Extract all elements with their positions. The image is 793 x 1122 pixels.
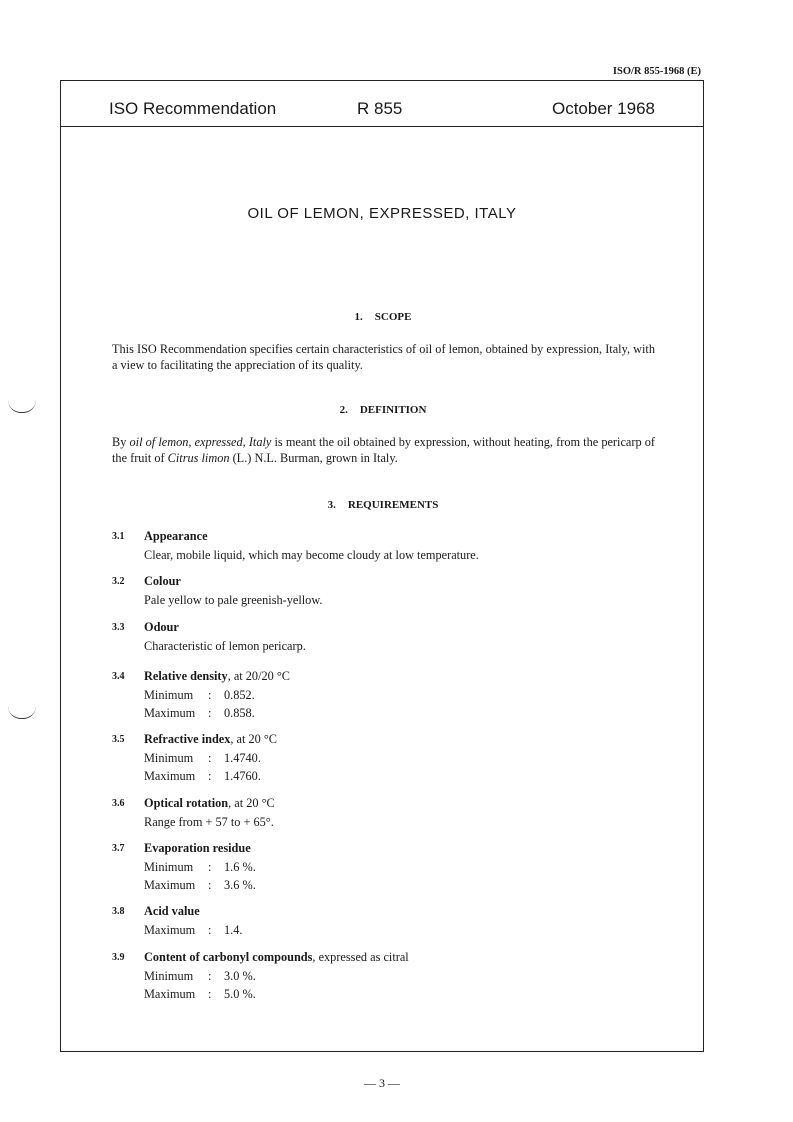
requirement-text: Clear, mobile liquid, which may become cloudy at low temperature. [144,547,479,562]
requirement-item [112,572,672,609]
requirement-title: Evaporation residue [144,841,251,855]
limit-row [144,858,672,877]
requirement-item [112,730,672,786]
limit-label: Maximum [144,769,196,783]
limit-value: 1.4760. [224,769,261,783]
requirement-number: 3.7 [112,843,125,854]
requirement-number: 3.4 [112,671,125,682]
limit-value: 0.852. [224,687,255,702]
requirement-number: 3.3 [112,622,125,633]
frame-header [61,81,703,127]
document-title: OIL OF LEMON, EXPRESSED, ITALY [247,205,517,222]
limit-label: Maximum [144,922,196,937]
requirement-number: 3.1 [112,531,125,542]
section-heading-requirements [0,499,766,511]
limit-separator: : [208,769,212,783]
limit-label: Minimum [144,968,194,983]
requirement-item [112,948,672,1004]
requirement-item [112,902,672,939]
requirement-item [112,794,672,831]
limit-label: Minimum [144,750,194,765]
limit-value: 1.6 %. [224,859,256,874]
limit-row [144,985,672,1004]
margin-mark [8,706,36,719]
requirement-title: Odour [144,620,179,634]
limit-separator: : [208,750,212,765]
requirement-item [112,527,672,564]
limit-separator: : [208,987,212,1001]
requirement-text: Range from + 57 to + 65°. [144,814,274,829]
requirement-text: Pale yellow to pale greenish-yellow. [144,592,323,607]
limit-value: 1.4. [224,922,243,937]
defined-term: oil of lemon, expressed, Italy [129,435,272,449]
header-date: October 1968 [551,99,655,118]
requirement-title: Colour [144,574,181,588]
limit-label: Maximum [144,706,196,720]
definition-text: By [112,435,130,449]
limit-separator: : [208,968,212,983]
requirement-number: 3.2 [112,576,125,587]
limit-row [144,876,672,895]
species-name: Citrus limon [167,451,230,465]
section-label: DEFINITION [359,404,427,416]
limit-value: 0.858. [224,706,255,720]
section-label: SCOPE [374,311,412,323]
limit-row [144,686,672,705]
requirement-condition: , at 20/20 °C [227,669,290,683]
limit-separator: : [208,687,212,702]
limit-row [144,749,672,768]
limit-row [144,767,672,786]
requirement-title: Content of carbonyl compounds [144,950,313,964]
requirement-text: Characteristic of lemon pericarp. [144,638,306,653]
page-number: — 3 — [364,1076,400,1090]
limit-value: 3.0 %. [224,968,256,983]
limit-value: 1.4740. [224,750,261,765]
scope-paragraph: This ISO Recommendation specifies certain characteristics of oil of lemon, obtained by expression, Italy, with a view to facilitating the appreciation of its quality. [112,342,655,372]
requirement-title: Optical rotation [144,796,229,810]
limit-label: Maximum [144,987,196,1001]
requirement-number: 3.8 [112,906,125,917]
requirement-number: 3.5 [112,734,125,745]
requirement-title: Relative density [144,669,228,683]
requirement-item [112,667,672,723]
definition-text: is meant the oil obtained by expression, without heating, from the pericarp of the fruit of [112,435,655,465]
requirement-condition: , at 20 °C [230,732,277,746]
section-number: 3. [327,499,336,511]
section-number: 2. [339,404,348,416]
section-heading-definition [0,404,766,416]
limit-label: Minimum [144,859,194,874]
limit-label: Minimum [144,687,194,702]
requirement-number: 3.6 [112,798,125,809]
limit-separator: : [208,859,212,874]
section-number: 1. [354,311,363,323]
requirement-title: Acid value [144,904,200,918]
limit-row [144,921,672,940]
header-number: R 855 [357,99,403,118]
requirement-condition: , expressed as citral [312,950,409,964]
section-label: REQUIREMENTS [347,499,439,511]
limit-separator: : [208,878,212,892]
limit-value: 5.0 %. [224,987,256,1001]
limit-label: Maximum [144,878,196,892]
limit-row [144,967,672,986]
limit-value: 3.6 %. [224,878,256,892]
section-heading-scope [0,311,766,323]
limit-separator: : [208,706,212,720]
requirement-item [112,618,672,655]
requirement-number: 3.9 [112,952,125,963]
limit-separator: : [208,922,212,937]
definition-text: (L.) N.L. Burman, grown in Italy. [229,451,398,465]
requirement-item [112,839,672,895]
requirement-title: Appearance [144,529,208,543]
requirement-condition: , at 20 °C [228,796,275,810]
requirement-title: Refractive index [144,732,231,746]
limit-row [144,704,672,723]
definition-paragraph [112,434,655,466]
document-reference: ISO/R 855-1968 (E) [612,66,701,77]
header-series: ISO Recommendation [109,99,277,118]
